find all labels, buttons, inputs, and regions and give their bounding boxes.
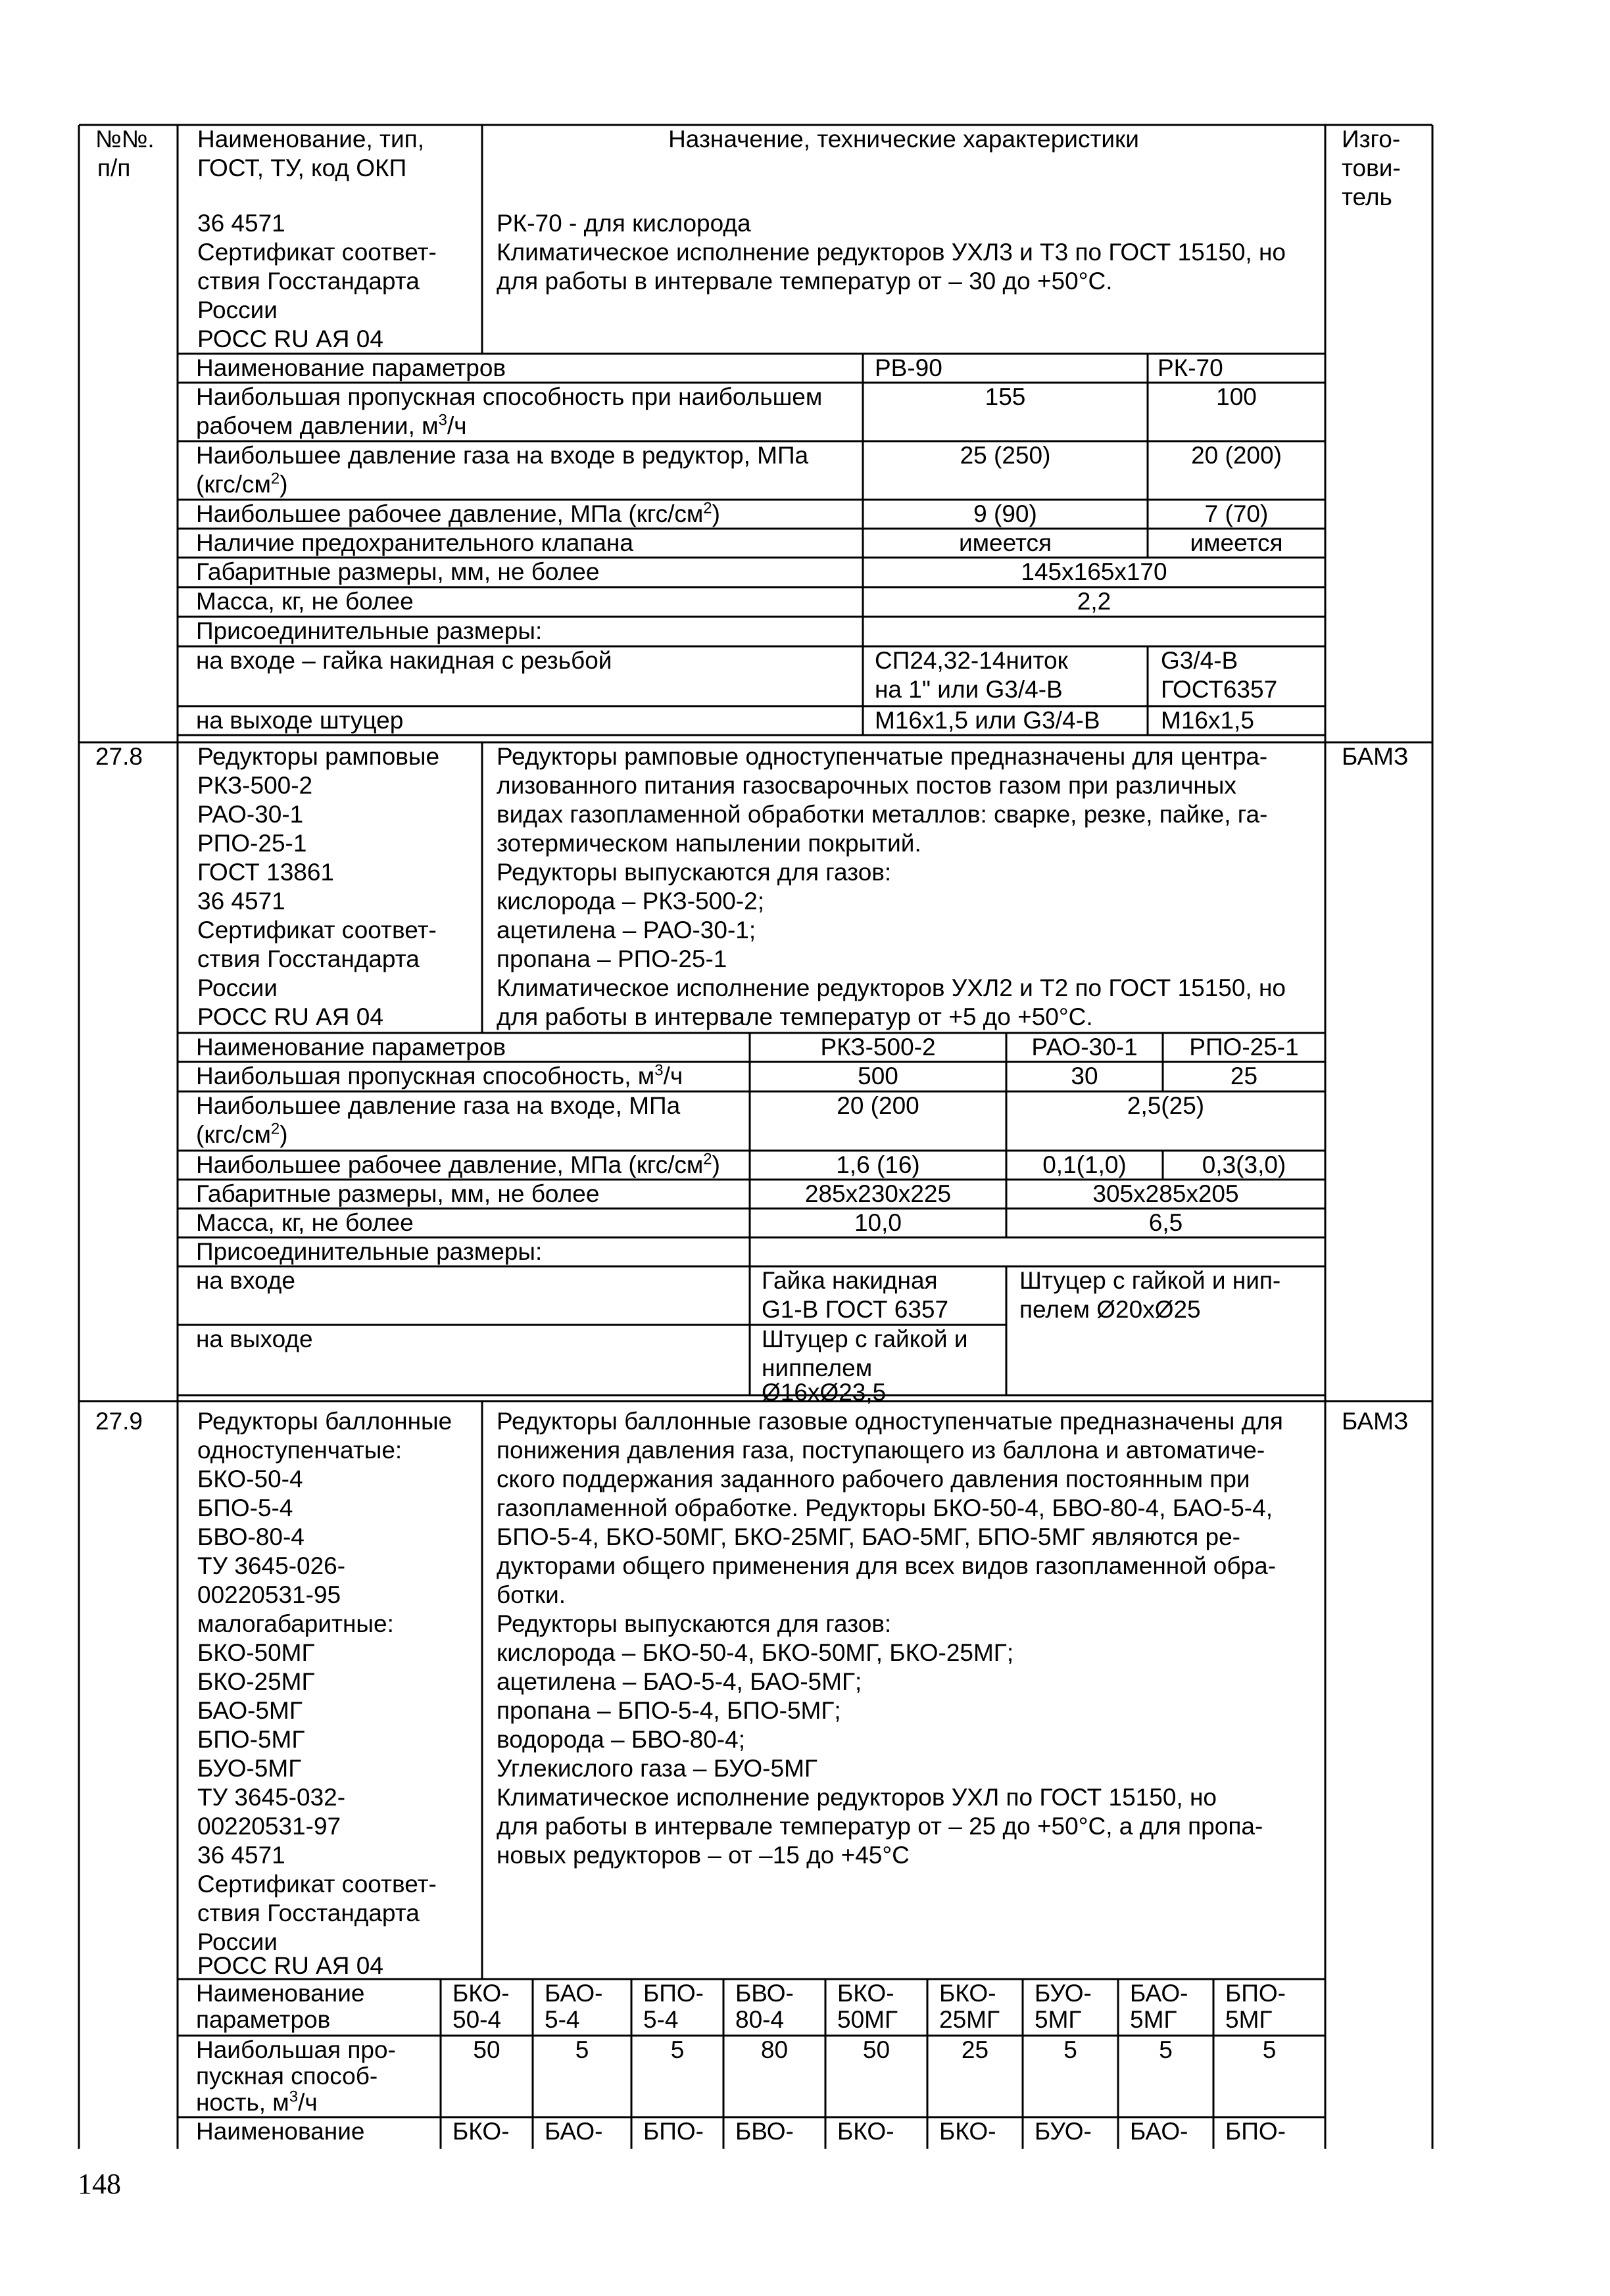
s2-r2v2: 2,5(25): [1127, 1092, 1205, 1119]
s3-left-8: БКО-50МГ: [197, 1639, 315, 1666]
header-pp: п/п: [97, 155, 131, 181]
s2-desc-0: Редукторы рамповые одноступенчатые предназначены для центра-: [497, 743, 1268, 770]
s1-r1a: Наибольшая пропускная способность при наибольшем: [196, 383, 823, 410]
s2-r8: на выходе: [196, 1326, 313, 1352]
s2-left-3: РПО-25-1: [197, 830, 307, 857]
s1-r8v2b: ГОСТ6357: [1161, 676, 1278, 703]
s3-h2col-3: БВО-: [735, 2118, 794, 2145]
s1-r2v2: 20 (200): [1191, 442, 1282, 469]
s3-h0b: параметров: [196, 2006, 331, 2033]
header-gost: ГОСТ, ТУ, код ОКП: [197, 155, 407, 181]
s1-r2b: $(кгс/см^2)$: [196, 469, 288, 498]
s2-r7v1a: Гайка накидная: [762, 1267, 938, 1294]
s3-col-8-a: БПО-: [1225, 1980, 1286, 2007]
s1-r6: Масса, кг, не более: [196, 588, 414, 615]
s3-desc-4: БПО-5-4, БКО-50МГ, БКО-25МГ, БАО-5МГ, БПО-5МГ являются ре-: [497, 1523, 1240, 1550]
s1-r9v1: М16х1,5 или G3/4-В: [875, 707, 1100, 734]
header-num: №№.: [95, 126, 155, 153]
s2-r4v1: 285х230х225: [804, 1180, 952, 1207]
s3-left-12: БУО-5МГ: [197, 1755, 302, 1782]
s2-r7: на входе: [196, 1267, 295, 1294]
s1-r1v1: 155: [985, 383, 1026, 410]
s2-left-2: РАО-30-1: [197, 801, 304, 828]
s2-r2b: $(кгс/см^2)$: [196, 1120, 288, 1148]
s1-left-2: ствия Госстандарта: [197, 268, 420, 295]
s3-col-0-b: 50-4: [452, 2006, 502, 2033]
s3-desc-12: Углекислого газа – БУО-5МГ: [497, 1755, 817, 1782]
s3-left-9: БКО-25МГ: [197, 1668, 315, 1695]
s1-h0: Наименование параметров: [196, 354, 506, 381]
s1-r9v2: М16х1,5: [1161, 707, 1254, 734]
s3-col-5-b: 25МГ: [939, 2006, 1000, 2033]
s2-r5v2: 6,5: [1148, 1209, 1183, 1236]
s2-r4: Габаритные размеры, мм, не более: [196, 1180, 600, 1207]
s3-col-7-b: 5МГ: [1130, 2006, 1177, 2033]
s3-r1v-5: 25: [961, 2036, 989, 2063]
s1-left-3: России: [197, 297, 278, 323]
s3-col-4-b: 50МГ: [837, 2006, 898, 2033]
s3-desc-2: ского поддержания заданного рабочего давления постоянным при: [497, 1466, 1250, 1493]
header-mfr-3: тель: [1342, 183, 1392, 210]
s3-col-0-a: БКО-: [452, 1980, 510, 2007]
s3-col-2-a: БПО-: [643, 1980, 704, 2007]
s2-r8v1c: Ø16хØ23,5: [762, 1379, 887, 1406]
s3-r1b: пускная способ-: [196, 2063, 378, 2090]
s1-r3v1: 9 (90): [973, 500, 1037, 527]
s2-desc-4: Редукторы выпускаются для газов:: [497, 859, 892, 886]
s3-h2col-8: БПО-: [1225, 2118, 1286, 2145]
s1-r3: Наибольшее рабочее давление, МПа $(кгс/см^2)$: [196, 499, 720, 527]
s2-r3v1: 1,6 (16): [836, 1151, 920, 1178]
s3-h2col-4: БКО-: [837, 2118, 894, 2145]
s3-left-11: БПО-5МГ: [197, 1726, 305, 1753]
s2-left-4: ГОСТ 13861: [197, 859, 334, 886]
s2-desc-1: лизованного питания газосварочных постов газом при различных: [497, 772, 1236, 799]
s3-left-10: БАО-5МГ: [197, 1697, 303, 1724]
s3-col-1-a: БАО-: [545, 1980, 603, 2007]
s2-h0: Наименование параметров: [196, 1034, 506, 1061]
s3-h2col-0: БКО-: [452, 2118, 510, 2145]
s3-r1v-6: 5: [1063, 2036, 1077, 2063]
s3-left-16: Сертификат соответ-: [197, 1871, 437, 1898]
s2-left-0: Редукторы рамповые: [197, 743, 440, 770]
s1-left-1: Сертификат соответ-: [197, 239, 437, 266]
s3-left-6: 00220531-95: [197, 1581, 341, 1608]
s1-r4v1: имеется: [958, 529, 1052, 556]
s3-desc-10: пропана – БПО-5-4, БПО-5МГ;: [497, 1697, 841, 1724]
s3-h2col-7: БАО-: [1130, 2118, 1188, 2145]
s2-r3v2: 0,1(1,0): [1042, 1151, 1127, 1178]
s2-r7v2b: пелем Ø20хØ25: [1019, 1296, 1201, 1323]
s3-col-5-a: БКО-: [939, 1980, 996, 2007]
s2-h3: РПО-25-1: [1189, 1034, 1299, 1061]
s2-left-9: РОСС RU АЯ 04: [197, 1003, 383, 1030]
s1-r1v2: 100: [1216, 383, 1257, 410]
header-name: Наименование, тип,: [197, 126, 424, 153]
s1-r1b: рабочем давлении, $м^3/ч$: [196, 411, 467, 439]
s3-left-5: ТУ 3645-026-: [197, 1552, 346, 1579]
s2-r8v1a: Штуцер с гайкой и: [762, 1326, 968, 1352]
s3-r1c: ность, $м^3/ч$: [196, 2088, 318, 2116]
s1-desc-2: для работы в интервале температур от – 30 до +50°С.: [497, 268, 1113, 295]
s2-left-8: России: [197, 974, 278, 1001]
s3-desc-11: водорода – БВО-80-4;: [497, 1726, 745, 1753]
s3-col-8-b: 5МГ: [1225, 2006, 1273, 2033]
s1-r2a: Наибольшее давление газа на входе в редуктор, МПа: [196, 442, 809, 469]
s2-num: 27.8: [95, 743, 143, 770]
s3-desc-0: Редукторы баллонные газовые одноступенчатые предназначены для: [497, 1408, 1283, 1435]
s3-r1v-7: 5: [1159, 2036, 1173, 2063]
s3-h2col-5: БКО-: [939, 2118, 996, 2145]
s3-col-4-a: БКО-: [837, 1980, 894, 2007]
s2-desc-5: кислорода – РКЗ-500-2;: [497, 888, 764, 915]
s3-desc-5: дукторами общего применения для всех видов газопламенной обра-: [497, 1552, 1277, 1579]
s2-desc-2: видах газопламенной обработки металлов: сварке, резке, пайке, га-: [497, 801, 1268, 828]
s3-left-3: БПО-5-4: [197, 1495, 293, 1521]
s3-left-7: малогабаритные:: [197, 1610, 394, 1637]
s3-left-18: России: [197, 1928, 278, 1955]
s2-h2: РАО-30-1: [1031, 1034, 1138, 1061]
s3-desc-13: Климатическое исполнение редукторов УХЛ по ГОСТ 15150, но: [497, 1784, 1217, 1811]
s1-r5: Габаритные размеры, мм, не более: [196, 558, 600, 585]
s3-desc-1: понижения давления газа, поступающего из баллона и автоматиче-: [497, 1437, 1265, 1464]
s3-left-14: 00220531-97: [197, 1813, 341, 1840]
header-mfr-1: Изго-: [1342, 126, 1401, 153]
s2-desc-7: пропана – РПО-25-1: [497, 945, 727, 972]
s3-left-4: БВО-80-4: [197, 1523, 305, 1550]
s1-left-0: 36 4571: [197, 210, 285, 237]
s3-left-2: БКО-50-4: [197, 1466, 303, 1493]
s3-left-13: ТУ 3645-032-: [197, 1784, 346, 1811]
s2-desc-3: зотермическом напылении покрытий.: [497, 830, 921, 857]
s3-desc-9: ацетилена – БАО-5-4, БАО-5МГ;: [497, 1668, 862, 1695]
s3-r1v-1: 5: [575, 2036, 589, 2063]
s1-r8: на входе – гайка накидная с резьбой: [196, 647, 612, 674]
s2-r4v2: 305х285х205: [1092, 1180, 1239, 1207]
s2-desc-6: ацетилена – РАО-30-1;: [497, 917, 756, 944]
s3-left-1: одноступенчатые:: [197, 1437, 402, 1464]
s3-r1v-4: 50: [862, 2036, 890, 2063]
s2-left-5: 36 4571: [197, 888, 285, 915]
s3-desc-6: ботки.: [497, 1581, 566, 1608]
s2-mfr: БАМЗ: [1342, 743, 1409, 770]
s3-desc-3: газопламенной обработке. Редукторы БКО-50-4, БВО-80-4, БАО-5-4,: [497, 1495, 1273, 1521]
s3-r1v-3: 80: [760, 2036, 789, 2063]
s1-r4v2: имеется: [1190, 529, 1283, 556]
s1-r8v1a: СП24,32-14ниток: [875, 647, 1068, 674]
s3-left-17: ствия Госстандарта: [197, 1900, 420, 1926]
s2-r7v1b: G1-В ГОСТ 6357: [762, 1296, 949, 1323]
s3-r1v-8: 5: [1262, 2036, 1277, 2063]
s1-left-4: РОСС RU АЯ 04: [197, 325, 383, 352]
s2-r8v1b: ниппелем: [762, 1354, 873, 1381]
s3-left-15: 36 4571: [197, 1842, 285, 1869]
s1-r4: Наличие предохранительного клапана: [196, 529, 633, 556]
s3-mfr: БАМЗ: [1342, 1408, 1409, 1435]
s3-col-6-b: 5МГ: [1035, 2006, 1082, 2033]
s2-left-6: Сертификат соответ-: [197, 917, 437, 944]
s3-col-6-a: БУО-: [1035, 1980, 1092, 2007]
s2-r1v3: 25: [1230, 1063, 1258, 1089]
s1-h1: РВ-90: [875, 354, 942, 381]
s3-num: 27.9: [95, 1408, 143, 1435]
s2-r5: Масса, кг, не более: [196, 1209, 414, 1236]
s3-r1a: Наибольшая про-: [196, 2036, 396, 2063]
s3-col-1-b: 5-4: [545, 2006, 580, 2033]
s1-r6v: 2,2: [1077, 588, 1111, 615]
s1-desc-0: РК-70 - для кислорода: [497, 210, 751, 237]
s1-h2: РК-70: [1158, 354, 1223, 381]
s3-r1v-2: 5: [670, 2036, 685, 2063]
s2-r1v1: 500: [858, 1063, 898, 1089]
s2-left-7: ствия Госстандарта: [197, 945, 420, 972]
s3-h2col-1: БАО-: [545, 2118, 603, 2145]
s3-h2col-2: БПО-: [643, 2118, 704, 2145]
s3-col-7-a: БАО-: [1130, 1980, 1188, 2007]
s2-r7v2a: Штуцер с гайкой и нип-: [1019, 1267, 1281, 1294]
s1-r3v2: 7 (70): [1204, 500, 1269, 527]
header-purpose: Назначение, технические характеристики: [668, 126, 1139, 153]
s3-desc-7: Редукторы выпускаются для газов:: [497, 1610, 892, 1637]
s3-col-3-b: 80-4: [735, 2006, 785, 2033]
s3-h0a: Наименование: [196, 1980, 365, 2007]
s1-r9: на выходе штуцер: [196, 707, 404, 734]
s2-r3: Наибольшее рабочее давление, МПа $(кгс/см^2)$: [196, 1150, 720, 1178]
s3-left-19: РОСС RU АЯ 04: [197, 1952, 383, 1979]
s2-r6: Присоединительные размеры:: [196, 1238, 543, 1265]
s2-r2a: Наибольшее давление газа на входе, МПа: [196, 1092, 681, 1119]
s3-h2col-6: БУО-: [1035, 2118, 1092, 2145]
s3-h2: Наименование: [196, 2118, 365, 2145]
s3-left-0: Редукторы баллонные: [197, 1408, 452, 1435]
s1-r8v1b: на 1" или G3/4-В: [875, 676, 1063, 703]
page-number: 148: [78, 2168, 121, 2200]
s2-r3v3: 0,3(3,0): [1202, 1151, 1286, 1178]
s1-desc-1: Климатическое исполнение редукторов УХЛ3 и Т3 по ГОСТ 15150, но: [497, 239, 1286, 266]
s2-r1v2: 30: [1071, 1063, 1098, 1089]
s1-r8v2a: G3/4-В: [1161, 647, 1238, 674]
s2-desc-8: Климатическое исполнение редукторов УХЛ2 и Т2 по ГОСТ 15150, но: [497, 974, 1286, 1001]
header-mfr-2: тови-: [1342, 155, 1401, 181]
s1-r2v1: 25 (250): [960, 442, 1051, 469]
s3-col-2-b: 5-4: [643, 2006, 679, 2033]
s3-desc-8: кислорода – БКО-50-4, БКО-50МГ, БКО-25МГ;: [497, 1639, 1014, 1666]
s2-desc-9: для работы в интервале температур от +5 до +50°С.: [497, 1003, 1093, 1030]
s2-left-1: РКЗ-500-2: [197, 772, 313, 799]
s2-h1: РКЗ-500-2: [820, 1034, 936, 1061]
s3-col-3-a: БВО-: [735, 1980, 794, 2007]
s2-r2v1: 20 (200: [837, 1092, 919, 1119]
s2-r1: Наибольшая пропускная способность, $м^3/ч$: [196, 1061, 683, 1089]
s3-desc-15: новых редукторов – от –15 до +45°С: [497, 1842, 910, 1869]
s3-desc-14: для работы в интервале температур от – 25 до +50°С, а для пропа-: [497, 1813, 1263, 1840]
s3-r1v-0: 50: [473, 2036, 500, 2063]
s2-r5v1: 10,0: [854, 1209, 902, 1236]
s1-r5v: 145х165х170: [1021, 558, 1167, 585]
s1-r7: Присоединительные размеры:: [196, 617, 543, 644]
